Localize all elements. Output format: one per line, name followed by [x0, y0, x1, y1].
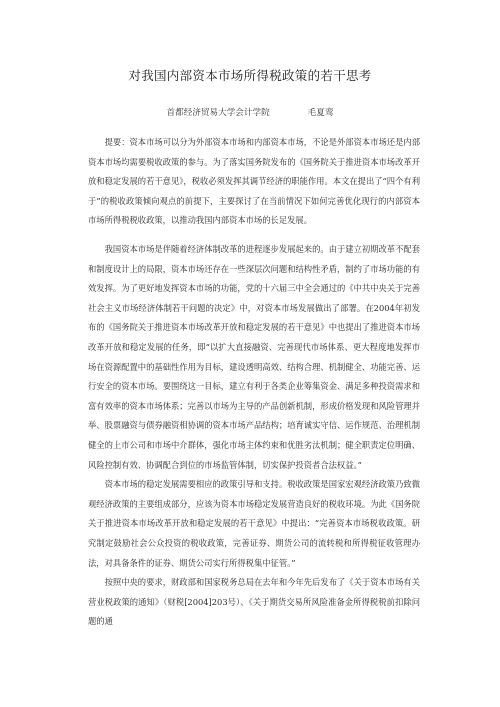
author-name: 毛夏鸾: [307, 108, 334, 118]
body-paragraph-2: 资本市场的稳定发展需要相应的政策引导和支持。税收政策是国家宏观经济政策乃致微观经济政策的主要组成部分，应该为资本市场稳定发展营造良好的税收环境。为此《国务院关于推进资本市场改革开放和稳定发展的若干意见》中提出：“完善资本市场税收政策。研究制定鼓励社会公众投资的税收政策，完善证券、期货公司的流转税和所得税征收管理办法，对具备条件的证券、期货公司实行所得税集中征管。”: [88, 479, 420, 568]
body-paragraph-1: 我国资本市场是伴随着经济体制改革的进程逐步发展起来的。由于建立初期改革不配套和制度设计上的局限，资本市场还存在一些深层次问题和结构性矛盾，制约了市场功能的有效发挥。为了更好地发挥资本市场的功能，党的十六届三中全会通过的《中共中央关于完善社会主义市场经济体制若干问题的决定》中，对资本市场发展做出了部署。在2004年初发布的《国务院关于推进资本市场改革开放和稳定发展的若干意见》中也提出了推进资本市场改革开放和稳定发展的任务，即“以扩大直接融资、完善现代市场体系、更大程度地发挥市场在资源配置中的基础性作用为目标，建设透明高效、结构合理、机制健全、功能完善、运行安全的资本市场。要围绕这一目标，建立有利于各类企业筹集资金、满足多种投资需求和富有效率的资本市场体系；完善以市场为主导的产品创新机制，形成价格发现和风险管理并举、股票融资与债券融资相协调的资本市场产品结构；培育诚实守信、运作规范、治理机制健全的上市公司和市场中介群体，强化市场主体约束和优胜劣汰机制；健全职责定位明确、风险控制有效、协调配合到位的市场监管体制，切实保护投资者合法权益。”: [88, 244, 420, 470]
abstract-text: 提要：资本市场可以分为外部资本市场和内部资本市场，不论是外部资本市场还是内部资本市场均需要税收政策的参与。为了落实国务院发布的《国务院关于推进资本市场改革开放和稳定发展的若干意见》，税收必须发挥其调节经济的职能作用。本文在提出了“四个有利于”的税收政策倾向观点的前提下，主要探讨了在当前情况下如何完善优化现行的内部资本市场所得税税收政策，以推动我国内部资本市场的长足发展。: [88, 137, 420, 226]
paper-title: 对我国内部资本市场所得税政策的若干思考: [128, 68, 372, 83]
author-affiliation: 首都经济贸易大学会计学院: [166, 108, 270, 118]
abstract: [88, 133, 420, 231]
byline: [0, 106, 500, 118]
body-text: [88, 240, 420, 632]
body-paragraph-3: 按照中央的要求，财政部和国家税务总局在去年和今年先后发布了《关于资本市场有关营业税政策的通知》（财税[2004]203号）、《关于期货交易所风险准备金所得税税前扣除问题的通: [88, 577, 420, 627]
